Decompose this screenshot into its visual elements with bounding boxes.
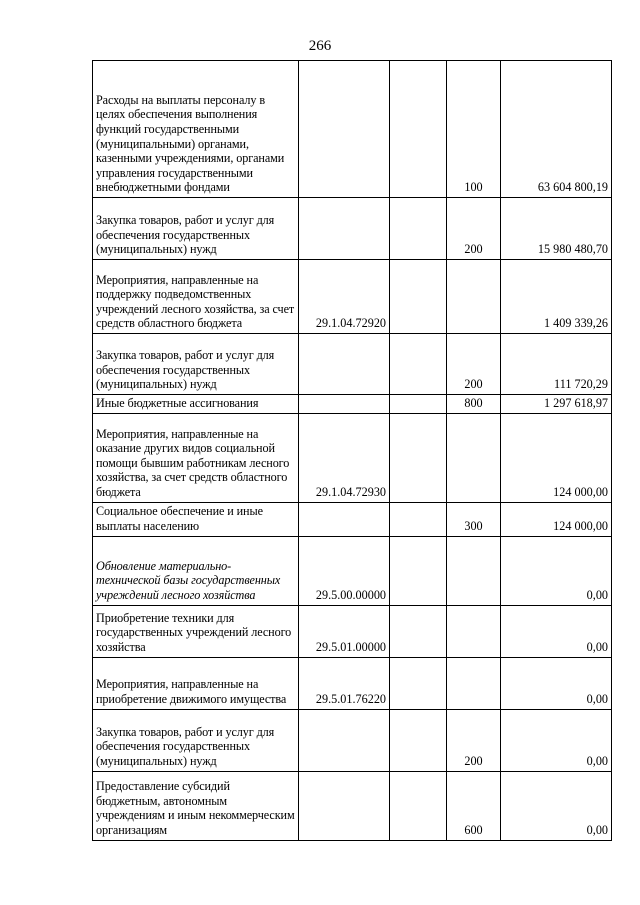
row-sum: 111 720,29 [501,334,612,395]
table-row [93,61,612,198]
row-sum: 0,00 [501,536,612,605]
row-blank [390,536,447,605]
row-expense-type: 200 [447,709,501,771]
page-number: 266 [308,38,332,54]
row-name: Закупка товаров, работ и услуг для обеспечения государственных (муниципальных) нужд [93,334,299,395]
row-sum: 15 980 480,70 [501,198,612,260]
row-blank [390,395,447,414]
row-expense-type: 100 [447,61,501,198]
row-sum: 124 000,00 [501,502,612,536]
row-sum: 1 297 618,97 [501,395,612,414]
table-row [93,709,612,771]
table-row [93,334,612,395]
row-blank [390,605,447,657]
row-expense-type: 200 [447,198,501,260]
row-name: Обновление материально-технической базы государственных учреждений лесного хозяйства [93,536,299,605]
row-blank [390,771,447,840]
row-sum: 124 000,00 [501,413,612,502]
row-code [299,395,390,414]
row-blank [390,260,447,334]
row-code: 29.5.01.00000 [299,605,390,657]
row-name: Мероприятия, направленные на оказание других видов социальной помощи бывшим работникам лесного хозяйства, за счет средств областного бюджета [93,413,299,502]
row-name: Предоставление субсидий бюджетным, автономным учреждениям и иным некоммерческим организациям [93,771,299,840]
row-expense-type [447,536,501,605]
table-row [93,395,612,414]
row-expense-type [447,605,501,657]
row-name: Мероприятия, направленные на поддержку подведомственных учреждений лесного хозяйства, за счет средств областного бюджета [93,260,299,334]
row-name: Закупка товаров, работ и услуг для обеспечения государственных (муниципальных) нужд [93,709,299,771]
table-row [93,605,612,657]
row-blank [390,709,447,771]
row-code [299,198,390,260]
row-code: 29.1.04.72920 [299,260,390,334]
row-blank [390,413,447,502]
row-code [299,502,390,536]
row-code [299,61,390,198]
row-sum: 1 409 339,26 [501,260,612,334]
row-expense-type: 200 [447,334,501,395]
table-row [93,536,612,605]
row-name: Мероприятия, направленные на приобретение движимого имущества [93,657,299,709]
row-expense-type [447,260,501,334]
row-name: Приобретение техники для государственных учреждений лесного хозяйства [93,605,299,657]
row-sum: 63 604 800,19 [501,61,612,198]
row-code: 29.5.01.76220 [299,657,390,709]
row-sum: 0,00 [501,605,612,657]
table-row [93,413,612,502]
row-expense-type: 800 [447,395,501,414]
row-expense-type: 600 [447,771,501,840]
row-code: 29.5.00.00000 [299,536,390,605]
row-code: 29.1.04.72930 [299,413,390,502]
table-row [93,771,612,840]
row-expense-type: 300 [447,502,501,536]
row-sum: 0,00 [501,709,612,771]
table-row [93,502,612,536]
row-blank [390,334,447,395]
table-row [93,260,612,334]
table-row [93,657,612,709]
row-expense-type [447,413,501,502]
row-name: Закупка товаров, работ и услуг для обеспечения государственных (муниципальных) нужд [93,198,299,260]
row-blank [390,502,447,536]
row-sum: 0,00 [501,771,612,840]
row-name: Социальное обеспечение и иные выплаты населению [93,502,299,536]
row-code [299,771,390,840]
row-name: Расходы на выплаты персоналу в целях обеспечения выполнения функций государственными (муниципальными) органами, казенными учреждениями, органами управления государственными внебюджетными фондами [93,61,299,198]
row-expense-type [447,657,501,709]
budget-table [92,60,612,841]
row-blank [390,198,447,260]
row-name: Иные бюджетные ассигнования [93,395,299,414]
row-code [299,334,390,395]
row-blank [390,657,447,709]
row-code [299,709,390,771]
table-row [93,198,612,260]
row-sum: 0,00 [501,657,612,709]
row-blank [390,61,447,198]
